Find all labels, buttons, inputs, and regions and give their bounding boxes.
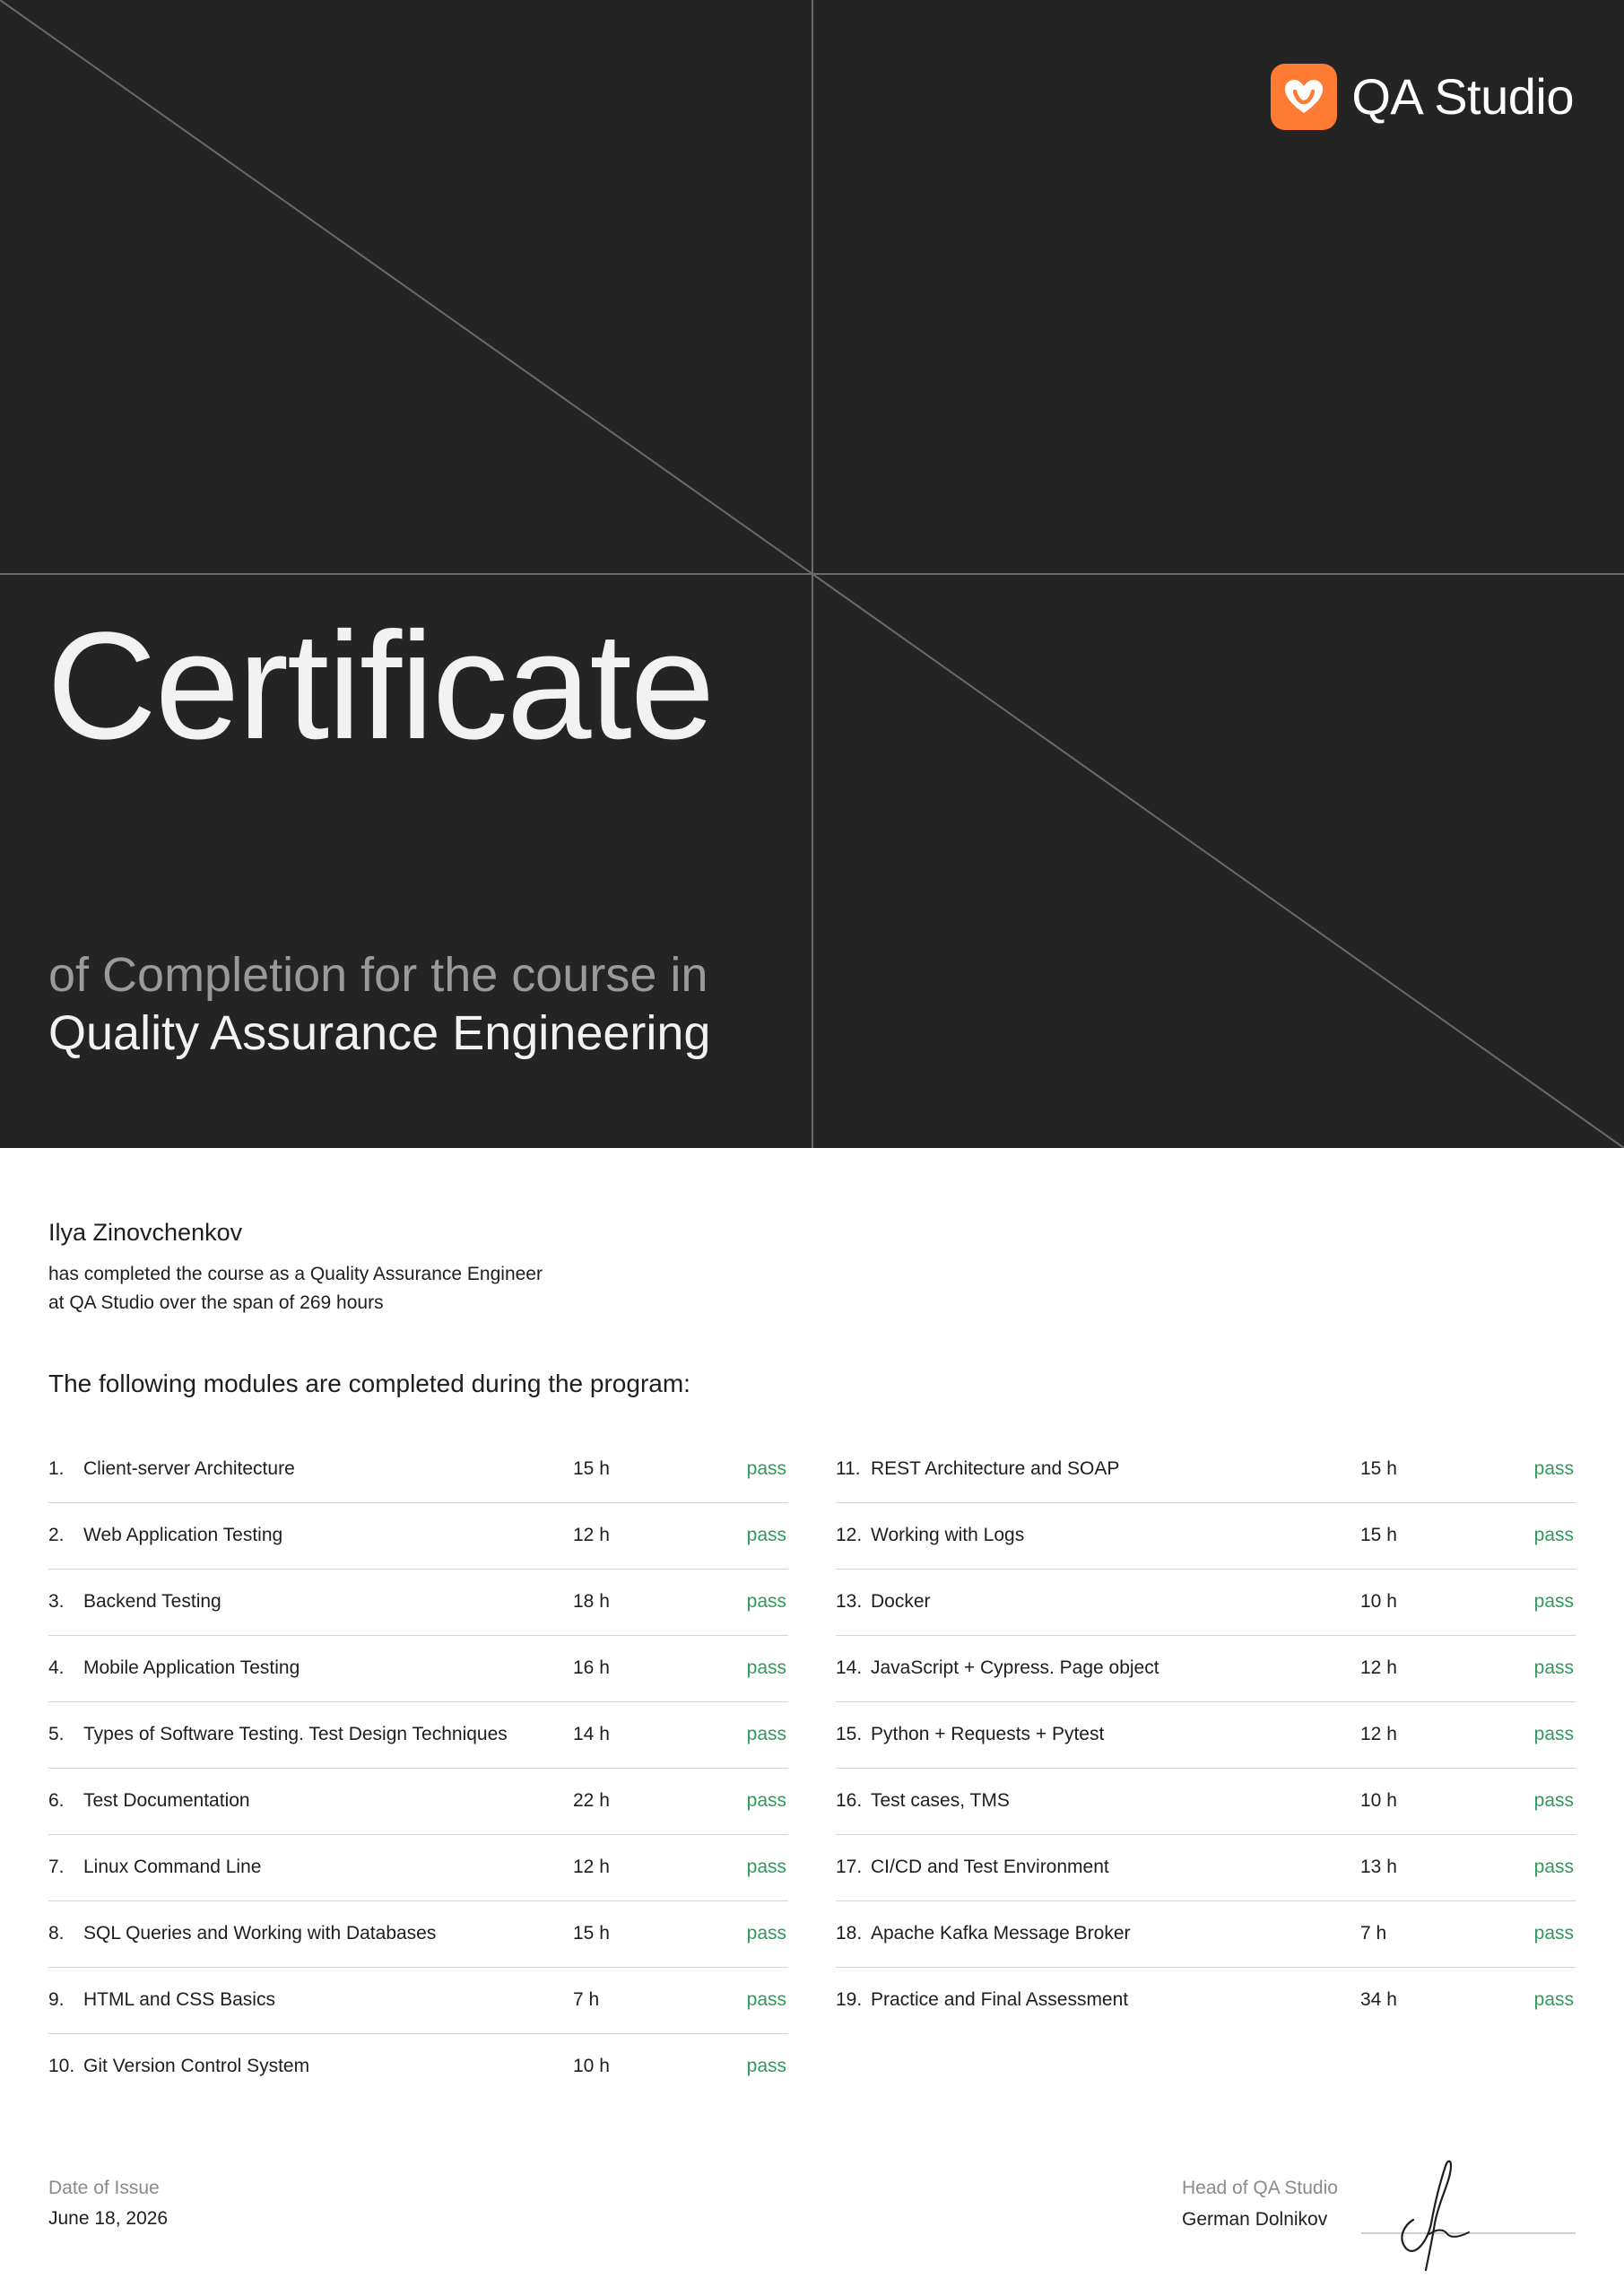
module-name: SQL Queries and Working with Databases (83, 1923, 437, 1944)
module-number: 2. (48, 1525, 65, 1545)
brand-logo (1271, 63, 1574, 131)
signatory-name: German Dolnikov (1182, 2209, 1328, 2230)
module-hours: 12 h (1360, 1724, 1397, 1744)
module-row (48, 1437, 788, 1503)
module-number: 4. (48, 1657, 65, 1678)
module-hours: 13 h (1360, 1857, 1397, 1877)
module-row (48, 1769, 788, 1835)
module-status: pass (1533, 1458, 1574, 1479)
module-number: 6. (48, 1790, 65, 1811)
module-status: pass (746, 1923, 786, 1944)
module-name: Mobile Application Testing (83, 1657, 300, 1678)
module-row (836, 1702, 1576, 1769)
module-number: 7. (48, 1857, 65, 1877)
module-status: pass (746, 1525, 786, 1545)
module-name: HTML and CSS Basics (83, 1989, 275, 2010)
module-status: pass (1533, 1857, 1574, 1877)
module-status: pass (1533, 1923, 1574, 1944)
module-number: 16. (836, 1790, 863, 1811)
module-name: Linux Command Line (83, 1857, 262, 1877)
module-name: REST Architecture and SOAP (871, 1458, 1120, 1479)
module-number: 14. (836, 1657, 863, 1678)
module-row (836, 1769, 1576, 1835)
module-row (836, 1636, 1576, 1702)
module-status: pass (1533, 1989, 1574, 2010)
module-number: 3. (48, 1591, 65, 1612)
module-name: Working with Logs (871, 1525, 1025, 1545)
modules-list-left (48, 1437, 788, 2100)
certificate-title: Certificate (47, 601, 714, 771)
module-row (836, 1570, 1576, 1636)
module-status: pass (746, 1857, 786, 1877)
module-hours: 22 h (573, 1790, 610, 1811)
date-of-issue-label: Date of Issue (48, 2178, 160, 2198)
module-number: 8. (48, 1923, 65, 1944)
summary-line: at QA Studio over the span of 269 hours (48, 1292, 384, 1313)
module-hours: 12 h (573, 1857, 610, 1877)
module-row (836, 1437, 1576, 1503)
module-hours: 16 h (573, 1657, 610, 1678)
brand-name: QA Studio (1351, 68, 1574, 125)
module-name: Client-server Architecture (83, 1458, 295, 1479)
heart-logo-icon (1271, 64, 1337, 130)
module-status: pass (1533, 1724, 1574, 1744)
module-name: Git Version Control System (83, 2056, 310, 2076)
module-number: 9. (48, 1989, 65, 2010)
summary-line: has completed the course as a Quality Assurance Engineer (48, 1264, 543, 1284)
modules-heading: The following modules are completed during the program: (48, 1370, 690, 1397)
module-hours: 18 h (573, 1591, 610, 1612)
module-number: 13. (836, 1591, 863, 1612)
module-status: pass (746, 1724, 786, 1744)
module-row (836, 1835, 1576, 1901)
module-row (48, 1901, 788, 1968)
module-row (48, 1968, 788, 2034)
module-name: Test Documentation (83, 1790, 250, 1811)
module-number: 19. (836, 1989, 863, 2010)
module-row (48, 1570, 788, 1636)
handwritten-signature-icon (1388, 2148, 1487, 2274)
module-status: pass (1533, 1657, 1574, 1678)
module-status: pass (746, 1591, 786, 1612)
module-hours: 7 h (1360, 1923, 1387, 1944)
module-hours: 12 h (573, 1525, 610, 1545)
module-row (836, 1503, 1576, 1570)
module-name: CI/CD and Test Environment (871, 1857, 1109, 1877)
signatory-title: Head of QA Studio (1182, 2178, 1338, 2198)
module-name: Docker (871, 1591, 931, 1612)
module-hours: 15 h (573, 1923, 610, 1944)
module-status: pass (746, 2056, 786, 2076)
module-name: Test cases, TMS (871, 1790, 1010, 1811)
module-hours: 10 h (1360, 1591, 1397, 1612)
module-row (836, 1968, 1576, 2034)
module-hours: 14 h (573, 1724, 610, 1744)
modules-list-right (836, 1437, 1576, 2034)
module-status: pass (1533, 1525, 1574, 1545)
module-number: 1. (48, 1458, 65, 1479)
module-number: 17. (836, 1857, 863, 1877)
module-number: 11. (836, 1458, 861, 1479)
module-name: Apache Kafka Message Broker (871, 1923, 1131, 1944)
module-number: 18. (836, 1923, 863, 1944)
module-number: 12. (836, 1525, 863, 1545)
module-hours: 15 h (1360, 1525, 1397, 1545)
module-hours: 10 h (573, 2056, 610, 2076)
module-number: 15. (836, 1724, 863, 1744)
module-hours: 12 h (1360, 1657, 1397, 1678)
module-number: 5. (48, 1724, 65, 1744)
module-row (48, 1636, 788, 1702)
module-name: Types of Software Testing. Test Design Techniques (83, 1724, 508, 1744)
module-status: pass (746, 1989, 786, 2010)
module-name: Web Application Testing (83, 1525, 283, 1545)
module-row (836, 1901, 1576, 1968)
module-status: pass (746, 1458, 786, 1479)
module-hours: 7 h (573, 1989, 600, 2010)
module-hours: 15 h (573, 1458, 610, 1479)
module-hours: 34 h (1360, 1989, 1397, 2010)
module-status: pass (746, 1657, 786, 1678)
module-hours: 10 h (1360, 1790, 1397, 1811)
course-name: Quality Assurance Engineering (48, 1006, 711, 1060)
recipient-name: Ilya Zinovchenkov (48, 1219, 243, 1246)
module-row (48, 1503, 788, 1570)
module-name: Backend Testing (83, 1591, 221, 1612)
certificate-subtitle: of Completion for the course in (48, 948, 708, 1002)
completion-summary (48, 1260, 543, 1318)
module-name: JavaScript + Cypress. Page object (871, 1657, 1159, 1678)
module-row (48, 1702, 788, 1769)
module-row (48, 1835, 788, 1901)
module-number: 10. (48, 2056, 75, 2076)
module-row (48, 2034, 788, 2100)
module-hours: 15 h (1360, 1458, 1397, 1479)
date-of-issue-value: June 18, 2026 (48, 2208, 169, 2229)
module-status: pass (1533, 1790, 1574, 1811)
module-name: Practice and Final Assessment (871, 1989, 1129, 2010)
module-status: pass (746, 1790, 786, 1811)
module-status: pass (1533, 1591, 1574, 1612)
module-name: Python + Requests + Pytest (871, 1724, 1105, 1744)
